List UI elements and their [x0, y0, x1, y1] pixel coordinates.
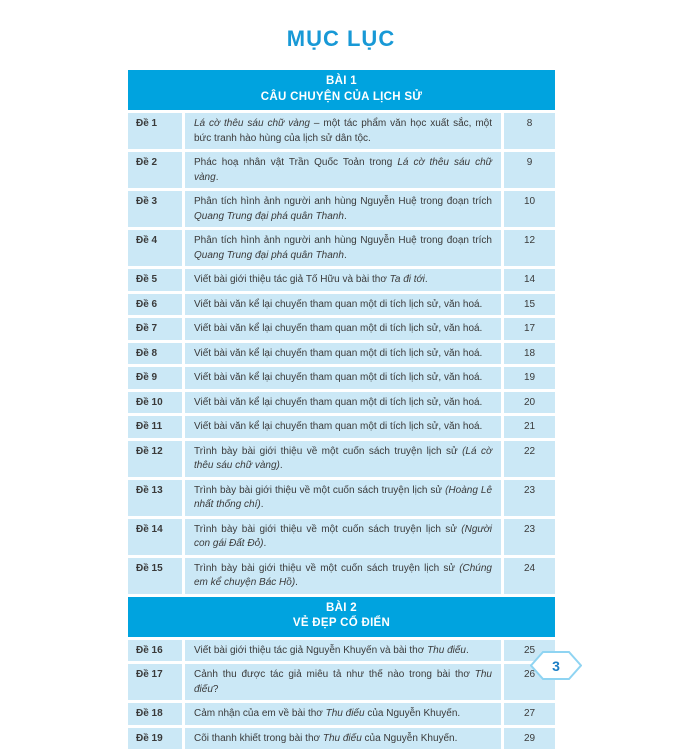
- de-description: Trình bày bài giới thiệu về một cuốn sách truyện lịch sử (Lá cờ thêu sáu chữ vàng).: [185, 441, 501, 477]
- section-header-line2: VẺ ĐẸP CỔ ĐIỂN: [292, 617, 391, 630]
- table-row: [128, 416, 555, 438]
- page-number-cell: 10: [504, 191, 555, 227]
- page-number-cell: 8: [504, 113, 555, 149]
- de-description: Phân tích hình ảnh người anh hùng Nguyễn Huệ trong đoạn trích Quang Trung đại phá quân Thanh.: [185, 191, 501, 227]
- page-number-cell: 17: [504, 318, 555, 340]
- de-label: Đề 12: [128, 441, 182, 477]
- page-number-cell: 14: [504, 269, 555, 291]
- page-number-cell: 15: [504, 294, 555, 316]
- table-row: [128, 152, 555, 188]
- table-row: [128, 558, 555, 594]
- de-label: Đề 18: [128, 703, 182, 725]
- page-number-cell: 25: [504, 640, 555, 662]
- section-header-line2: CÂU CHUYỆN CỦA LỊCH SỬ: [260, 90, 423, 103]
- page-number-cell: 9: [504, 152, 555, 188]
- de-label: Đề 7: [128, 318, 182, 340]
- page-number-cell: 24: [504, 558, 555, 594]
- table-row: [128, 113, 555, 149]
- de-label: Đề 9: [128, 367, 182, 389]
- de-description: Trình bày bài giới thiệu về một cuốn sách truyện lịch sử (Người con gái Đất Đỏ).: [185, 519, 501, 555]
- page-number-cell: 20: [504, 392, 555, 414]
- de-label: Đề 1: [128, 113, 182, 149]
- de-label: Đề 5: [128, 269, 182, 291]
- de-description: Viết bài văn kể lại chuyến tham quan một di tích lịch sử, văn hoá.: [185, 416, 501, 438]
- page-number: 3: [552, 657, 560, 674]
- de-label: Đề 16: [128, 640, 182, 662]
- page-title: MỤC LỤC: [286, 26, 396, 51]
- de-description: Viết bài văn kể lại chuyến tham quan một di tích lịch sử, văn hoá.: [185, 343, 501, 365]
- table-row: [128, 191, 555, 227]
- table-row: [128, 703, 555, 725]
- section-header: [128, 70, 555, 110]
- table-row: [128, 269, 555, 291]
- table-row: [128, 343, 555, 365]
- de-label: Đề 8: [128, 343, 182, 365]
- de-label: Đề 6: [128, 294, 182, 316]
- de-description: Phân tích hình ảnh người anh hùng Nguyễn Huệ trong đoạn trích Quang Trung đại phá quân Thanh.: [185, 230, 501, 266]
- de-description: Viết bài giới thiệu tác giả Tố Hữu và bài thơ Ta đi tới.: [185, 269, 501, 291]
- table-row: [128, 519, 555, 555]
- table-row: [128, 640, 555, 662]
- table-row: [128, 230, 555, 266]
- de-description: Lá cờ thêu sáu chữ vàng – một tác phẩm văn học xuất sắc, một bức tranh hào hùng của lịch sử dân tộc.: [185, 113, 501, 149]
- page-number-cell: 12: [504, 230, 555, 266]
- page-number-cell: 26: [504, 664, 555, 700]
- page-number-cell: 23: [504, 519, 555, 555]
- de-label: Đề 14: [128, 519, 182, 555]
- de-description: Cảm nhận của em về bài thơ Thu điếu của Nguyễn Khuyến.: [185, 703, 501, 725]
- page-number-cell: 29: [504, 728, 555, 750]
- de-label: Đề 2: [128, 152, 182, 188]
- de-label: Đề 4: [128, 230, 182, 266]
- section-header: [128, 597, 555, 637]
- table-row: [128, 664, 555, 700]
- table-of-contents: [128, 70, 555, 752]
- section-header-line1: BÀI 2: [326, 601, 357, 614]
- table-row: [128, 392, 555, 414]
- de-label: Đề 15: [128, 558, 182, 594]
- page-number-cell: 19: [504, 367, 555, 389]
- page-number-cell: 18: [504, 343, 555, 365]
- de-label: Đề 3: [128, 191, 182, 227]
- de-description: Viết bài văn kể lại chuyến tham quan một di tích lịch sử, văn hoá.: [185, 367, 501, 389]
- de-label: Đề 13: [128, 480, 182, 516]
- table-row: [128, 367, 555, 389]
- de-label: Đề 10: [128, 392, 182, 414]
- de-description: Trình bày bài giới thiệu về một cuốn sách truyện lịch sử (Chúng em kể chuyện Bác Hồ).: [185, 558, 501, 594]
- table-row: [128, 480, 555, 516]
- page-number-cell: 21: [504, 416, 555, 438]
- de-description: Viết bài văn kể lại chuyến tham quan một di tích lịch sử, văn hoá.: [185, 318, 501, 340]
- page-number-cell: 27: [504, 703, 555, 725]
- page-number-badge: [530, 650, 582, 681]
- table-row: [128, 318, 555, 340]
- table-row: [128, 728, 555, 750]
- de-label: Đề 11: [128, 416, 182, 438]
- section-header-line1: BÀI 1: [326, 75, 357, 87]
- page-number-cell: 22: [504, 441, 555, 477]
- table-row: [128, 441, 555, 477]
- de-description: Viết bài văn kể lại chuyến tham quan một di tích lịch sử, văn hoá.: [185, 392, 501, 414]
- page-number-cell: 23: [504, 480, 555, 516]
- table-row: [128, 294, 555, 316]
- de-description: Trình bày bài giới thiệu về một cuốn sách truyện lịch sử (Hoàng Lê nhất thống chí).: [185, 480, 501, 516]
- de-description: Viết bài giới thiệu tác giả Nguyễn Khuyến và bài thơ Thu điếu.: [185, 640, 501, 662]
- de-description: Cõi thanh khiết trong bài thơ Thu điếu của Nguyễn Khuyến.: [185, 728, 501, 750]
- de-label: Đề 17: [128, 664, 182, 700]
- de-description: Phác hoạ nhân vật Trần Quốc Toản trong Lá cờ thêu sáu chữ vàng.: [185, 152, 501, 188]
- de-description: Viết bài văn kể lại chuyến tham quan một di tích lịch sử, văn hoá.: [185, 294, 501, 316]
- de-label: Đề 19: [128, 728, 182, 750]
- de-description: Cảnh thu được tác giả miêu tả như thế nào trong bài thơ Thu điếu?: [185, 664, 501, 700]
